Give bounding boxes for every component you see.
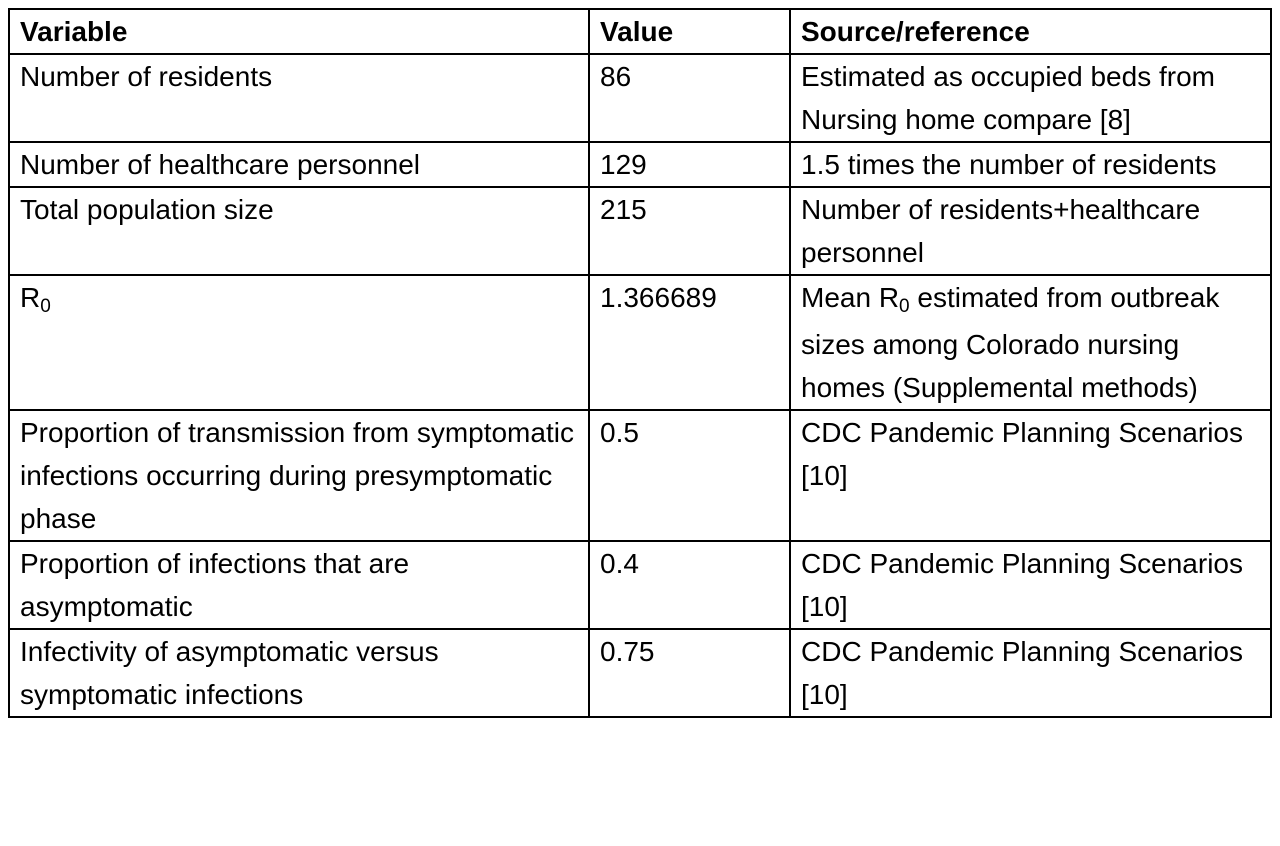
source-prefix: Mean R: [801, 282, 900, 313]
cell-variable: Infectivity of asymptomatic versus symptomatic infections: [9, 629, 589, 717]
source-subscript: 0: [899, 296, 910, 317]
cell-value: 215: [589, 187, 790, 275]
table-row: [9, 275, 1271, 410]
table-body: [9, 54, 1271, 717]
table-row: [9, 410, 1271, 541]
table-row: [9, 142, 1271, 187]
cell-source: CDC Pandemic Planning Scenarios [10]: [790, 541, 1271, 629]
cell-value: 1.366689: [589, 275, 790, 410]
source-rest: estimated from outbreak sizes among Colorado nursing homes (Supplemental methods): [801, 282, 1220, 403]
cell-variable: Proportion of infections that are asymptomatic: [9, 541, 589, 629]
table-row: [9, 187, 1271, 275]
table-row: [9, 629, 1271, 717]
r0-base: R: [20, 282, 41, 313]
header-value: Value: [589, 9, 790, 54]
header-source: Source/reference: [790, 9, 1271, 54]
cell-value: 129: [589, 142, 790, 187]
cell-value: 0.4: [589, 541, 790, 629]
cell-source: [790, 275, 1271, 410]
header-variable: Variable: [9, 9, 589, 54]
table-row: [9, 54, 1271, 142]
r0-subscript: 0: [40, 296, 51, 317]
cell-source: 1.5 times the number of residents: [790, 142, 1271, 187]
cell-variable: Proportion of transmission from symptomatic infections occurring during presymptomatic phase: [9, 410, 589, 541]
cell-variable: Total population size: [9, 187, 589, 275]
parameters-table: [8, 8, 1272, 718]
header-row: [9, 9, 1271, 54]
cell-source: Estimated as occupied beds from Nursing home compare [8]: [790, 54, 1271, 142]
cell-variable: [9, 275, 589, 410]
cell-value: 86: [589, 54, 790, 142]
table-header: [9, 9, 1271, 54]
cell-source: Number of residents+healthcare personnel: [790, 187, 1271, 275]
cell-variable: Number of healthcare personnel: [9, 142, 589, 187]
cell-variable: Number of residents: [9, 54, 589, 142]
cell-source: CDC Pandemic Planning Scenarios [10]: [790, 629, 1271, 717]
table-row: [9, 541, 1271, 629]
cell-value: 0.75: [589, 629, 790, 717]
cell-value: 0.5: [589, 410, 790, 541]
cell-source: CDC Pandemic Planning Scenarios [10]: [790, 410, 1271, 541]
